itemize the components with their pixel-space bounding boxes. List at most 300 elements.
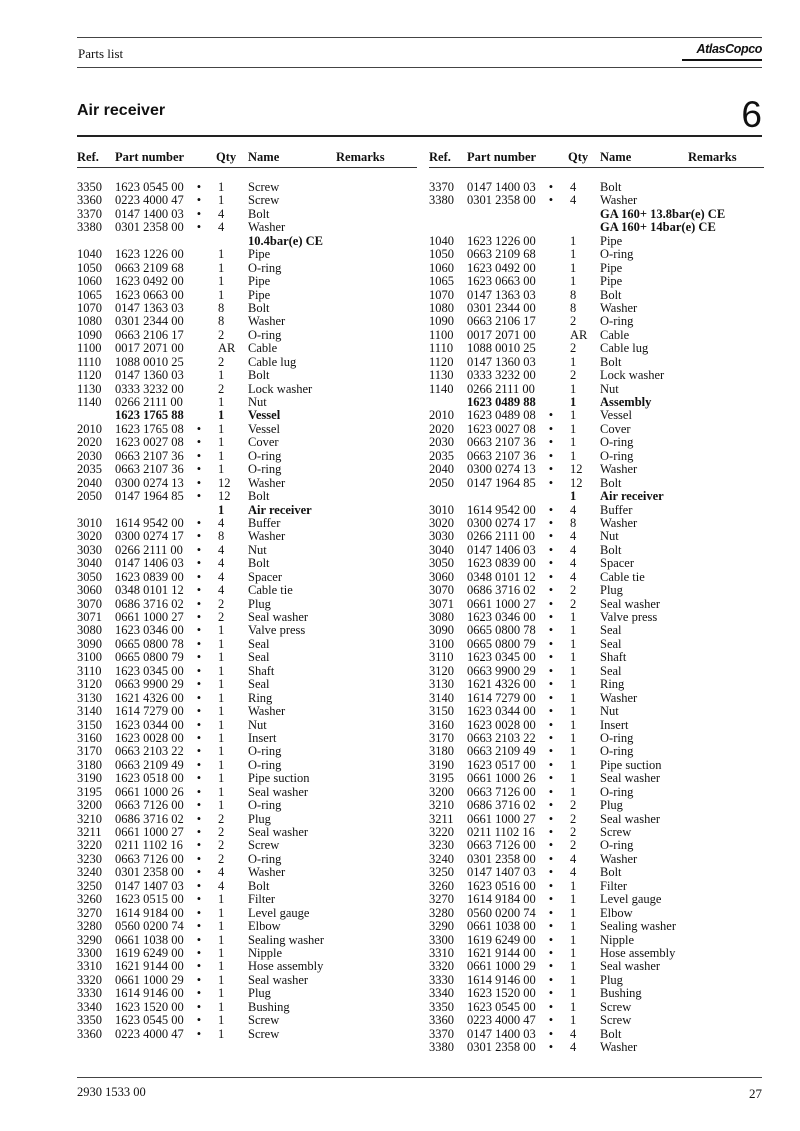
row-ref: 3170 — [429, 730, 454, 745]
row-ref: 1065 — [429, 274, 454, 289]
table-row — [429, 557, 764, 570]
table-row — [429, 275, 764, 288]
table-row — [77, 732, 417, 745]
row-name: Bolt — [600, 865, 622, 880]
row-name: Nut — [248, 717, 267, 732]
table-row — [77, 409, 417, 422]
row-name: 10.4bar(e) CE — [248, 233, 323, 248]
row-marker: • — [548, 1013, 554, 1028]
row-marker: • — [196, 435, 202, 450]
table-row — [429, 624, 764, 637]
parts-table-right — [429, 150, 764, 1054]
row-name: Plug — [600, 583, 623, 598]
table-row — [429, 289, 764, 302]
table-row — [77, 826, 417, 839]
row-ref: 3150 — [429, 704, 454, 719]
row-ref: 2010 — [429, 408, 454, 423]
table-row — [77, 544, 417, 557]
row-name: Screw — [248, 180, 280, 194]
row-qty: 4 — [570, 1040, 577, 1054]
row-ref: 3030 — [429, 529, 454, 544]
row-name: Plug — [248, 596, 271, 611]
row-part-number: 0661 1000 26 — [115, 784, 184, 799]
row-name: Washer — [600, 690, 638, 705]
row-marker: • — [196, 663, 202, 678]
row-ref: 3140 — [77, 704, 102, 719]
row-ref: 3170 — [77, 744, 102, 759]
row-marker: • — [196, 878, 202, 893]
table-row — [77, 289, 417, 302]
row-part-number: 0686 3716 02 — [467, 583, 536, 598]
row-ref: 3010 — [429, 502, 454, 517]
table-row — [429, 759, 764, 772]
row-name: Seal washer — [248, 784, 309, 799]
row-name: Plug — [600, 798, 623, 813]
row-name: Cable lug — [600, 341, 649, 356]
row-ref: 3240 — [77, 865, 102, 880]
table-row — [77, 1028, 417, 1041]
table-row — [429, 987, 764, 1000]
row-name: Level gauge — [600, 892, 662, 907]
table-row — [429, 208, 764, 221]
row-name: Vessel — [248, 408, 281, 423]
row-ref: 1090 — [429, 314, 454, 329]
row-qty: 4 — [570, 502, 577, 517]
row-part-number: 0663 2109 68 — [115, 260, 184, 275]
row-ref: 2020 — [77, 435, 102, 450]
row-qty: 2 — [570, 838, 577, 853]
row-qty: AR — [218, 341, 236, 356]
table-row — [429, 477, 764, 490]
table-row — [429, 571, 764, 584]
row-qty: 1 — [570, 381, 577, 396]
row-part-number: 0663 9900 29 — [115, 677, 184, 692]
row-marker: • — [548, 462, 554, 477]
row-name: Buffer — [600, 502, 633, 517]
row-name: Nut — [600, 381, 619, 396]
row-ref: 3040 — [77, 556, 102, 571]
row-ref: 1050 — [429, 247, 454, 262]
row-marker: • — [196, 421, 202, 436]
row-qty: 1 — [570, 704, 577, 719]
table-row — [77, 262, 417, 275]
row-name: Hose assembly — [248, 959, 324, 974]
row-qty: 1 — [218, 959, 225, 974]
row-qty: 1 — [218, 502, 225, 517]
col-header-ref: Ref. — [429, 150, 451, 164]
row-marker: • — [196, 757, 202, 772]
row-ref: 1050 — [77, 260, 102, 275]
row-marker: • — [548, 959, 554, 974]
table-row — [77, 369, 417, 382]
row-marker: • — [196, 462, 202, 477]
row-ref: 1070 — [429, 287, 454, 302]
row-name: Washer — [248, 314, 286, 329]
row-name: Bolt — [600, 354, 622, 369]
header-title: Parts list — [78, 46, 124, 61]
row-ref: 3090 — [429, 623, 454, 638]
row-part-number: 0663 2103 22 — [467, 730, 536, 745]
row-name: Elbow — [600, 905, 633, 920]
row-part-number: 0663 7126 00 — [467, 784, 536, 799]
row-part-number: 0663 2109 68 — [467, 247, 536, 262]
row-ref: 3350 — [429, 999, 454, 1014]
row-qty: 4 — [570, 851, 577, 866]
table-row — [77, 880, 417, 893]
table-row — [429, 651, 764, 664]
table-row — [77, 315, 417, 328]
row-name: Bolt — [600, 287, 622, 302]
row-marker: • — [548, 556, 554, 571]
table-row — [429, 692, 764, 705]
row-part-number: 0663 2107 36 — [115, 448, 184, 463]
row-part-number: 0147 1407 03 — [115, 878, 184, 893]
row-ref: 3030 — [77, 542, 102, 557]
table-row — [429, 530, 764, 543]
row-ref: 3220 — [429, 825, 454, 839]
table-row — [77, 987, 417, 1000]
table-row — [429, 907, 764, 920]
row-name: O-ring — [600, 448, 634, 463]
row-qty: 1 — [570, 274, 577, 289]
table-row — [429, 638, 764, 651]
row-name: Screw — [248, 1013, 280, 1028]
row-part-number: 1623 0345 00 — [115, 663, 184, 678]
row-marker: • — [548, 919, 554, 934]
row-qty: 1 — [570, 623, 577, 638]
table-row — [429, 423, 764, 436]
row-ref: 3020 — [77, 529, 102, 544]
row-qty: 2 — [570, 368, 577, 383]
row-part-number: 0147 1360 03 — [115, 368, 184, 383]
row-ref: 3290 — [429, 919, 454, 934]
row-name: Seal washer — [248, 825, 309, 839]
row-marker: • — [196, 717, 202, 732]
table-row — [77, 678, 417, 691]
table-row — [429, 194, 764, 207]
row-ref: 3330 — [429, 972, 454, 987]
row-part-number: 0663 7126 00 — [115, 798, 184, 813]
table-row — [429, 1014, 764, 1027]
row-marker: • — [196, 556, 202, 571]
row-part-number: 0663 2106 17 — [115, 327, 184, 342]
row-marker: • — [548, 636, 554, 651]
table-row — [77, 866, 417, 879]
row-name: Seal washer — [600, 811, 661, 826]
row-part-number: 1614 9146 00 — [115, 986, 184, 1001]
row-name: Screw — [600, 1013, 632, 1028]
row-name: Seal washer — [248, 972, 309, 987]
document-number: 2930 1533 00 — [77, 1085, 146, 1099]
row-qty: 1 — [218, 945, 225, 960]
row-ref: 3211 — [77, 825, 102, 839]
row-marker: • — [196, 596, 202, 611]
row-marker: • — [196, 851, 202, 866]
table-row — [429, 544, 764, 557]
row-part-number: 1623 0545 00 — [467, 999, 536, 1014]
row-qty: 2 — [218, 610, 225, 624]
row-qty: 2 — [570, 825, 577, 839]
row-qty: 1 — [570, 663, 577, 678]
table-row — [77, 450, 417, 463]
row-name: Bolt — [600, 180, 622, 194]
row-ref: 1060 — [77, 274, 102, 289]
row-ref: 3350 — [77, 1013, 102, 1028]
row-marker: • — [548, 542, 554, 557]
row-qty: 2 — [218, 327, 225, 342]
row-part-number: 0333 3232 00 — [115, 381, 184, 396]
row-marker: • — [196, 220, 202, 235]
row-qty: 12 — [570, 462, 583, 477]
row-part-number: 1623 0518 00 — [115, 771, 184, 786]
row-ref: 1090 — [77, 327, 102, 342]
row-marker: • — [548, 1026, 554, 1041]
row-qty: 1 — [218, 798, 225, 813]
row-name: Valve press — [600, 610, 658, 624]
row-part-number: 1614 7279 00 — [115, 704, 184, 719]
row-name: Washer — [600, 462, 638, 477]
row-marker: • — [548, 825, 554, 839]
row-marker: • — [548, 851, 554, 866]
row-ref: 3130 — [429, 677, 454, 692]
row-name: Sealing washer — [600, 919, 677, 934]
row-ref: 3071 — [429, 596, 454, 611]
row-marker: • — [196, 542, 202, 557]
row-name: Washer — [248, 865, 286, 880]
row-part-number: 0661 1038 00 — [115, 932, 184, 947]
row-part-number: 0211 1102 16 — [467, 825, 535, 839]
row-qty: 4 — [570, 1026, 577, 1041]
row-qty: 1 — [570, 959, 577, 974]
row-qty: 8 — [218, 529, 225, 544]
row-name: Valve press — [248, 623, 306, 638]
row-name: Cover — [600, 421, 631, 436]
row-ref: 2030 — [77, 448, 102, 463]
row-ref: 3290 — [77, 932, 102, 947]
table-row — [429, 853, 764, 866]
row-part-number: 0560 0200 74 — [115, 919, 184, 934]
row-qty: 1 — [218, 771, 225, 786]
row-name: O-ring — [248, 462, 282, 477]
row-name: O-ring — [600, 744, 634, 759]
row-qty: 1 — [218, 663, 225, 678]
row-ref: 1120 — [77, 368, 102, 383]
row-name: Bolt — [248, 878, 270, 893]
table-row — [77, 947, 417, 960]
row-marker: • — [196, 623, 202, 638]
row-qty: 1 — [570, 999, 577, 1014]
row-name: Washer — [248, 475, 286, 490]
row-name: Seal — [600, 623, 622, 638]
row-part-number: 0147 1400 03 — [467, 1026, 536, 1041]
row-ref: 3080 — [429, 610, 454, 624]
table-row — [77, 705, 417, 718]
row-ref: 1140 — [429, 381, 454, 396]
row-qty: 1 — [570, 395, 577, 409]
row-qty: 1 — [218, 435, 225, 450]
row-name: Buffer — [248, 515, 281, 530]
row-qty: 1 — [570, 650, 577, 665]
row-name: Seal — [248, 636, 270, 651]
row-ref: 3050 — [429, 556, 454, 571]
row-name: O-ring — [600, 838, 634, 853]
row-marker: • — [196, 959, 202, 974]
row-qty: 1 — [570, 757, 577, 772]
row-ref: 3220 — [77, 838, 102, 853]
row-ref: 3240 — [429, 851, 454, 866]
row-part-number: 0348 0101 12 — [467, 569, 536, 584]
row-marker: • — [548, 757, 554, 772]
table-row — [77, 423, 417, 436]
row-part-number: 0017 2071 00 — [115, 341, 184, 356]
row-name: Insert — [248, 730, 277, 745]
row-name: Ring — [600, 677, 625, 692]
row-marker: • — [196, 730, 202, 745]
row-marker: • — [196, 206, 202, 221]
row-name: Bolt — [248, 368, 270, 383]
row-name: Shaft — [600, 650, 627, 665]
row-part-number: 1623 0028 00 — [467, 717, 536, 732]
row-qty: 1 — [218, 636, 225, 651]
row-marker: • — [548, 475, 554, 490]
row-qty: 1 — [218, 919, 225, 934]
row-ref: 3370 — [429, 1026, 454, 1041]
row-ref: 3320 — [77, 972, 102, 987]
row-part-number: 1623 0345 00 — [467, 650, 536, 665]
row-ref: 1130 — [429, 368, 454, 383]
row-name: Bolt — [600, 1026, 622, 1041]
table-row — [429, 517, 764, 530]
row-name: Seal — [248, 677, 270, 692]
row-qty: 1 — [570, 233, 577, 248]
row-name: Plug — [248, 811, 271, 826]
row-marker: • — [196, 1013, 202, 1028]
row-part-number: 1623 1765 88 — [115, 408, 184, 423]
row-part-number: 0301 2358 00 — [115, 865, 184, 880]
row-marker: • — [196, 636, 202, 651]
row-qty: 4 — [570, 556, 577, 571]
row-qty: 2 — [218, 811, 225, 826]
row-ref: 1130 — [77, 381, 102, 396]
row-qty: 1 — [218, 932, 225, 947]
row-marker: • — [548, 811, 554, 826]
row-part-number: 0300 0274 17 — [467, 515, 536, 530]
row-ref: 3070 — [77, 596, 102, 611]
table-row — [429, 705, 764, 718]
row-marker: • — [548, 999, 554, 1014]
row-marker: • — [548, 623, 554, 638]
row-part-number: 0663 2103 22 — [115, 744, 184, 759]
row-name: Washer — [600, 515, 638, 530]
row-part-number: 0663 2107 36 — [467, 435, 536, 450]
table-row — [77, 275, 417, 288]
row-part-number: 0665 0800 78 — [467, 623, 536, 638]
row-name: Washer — [248, 529, 286, 544]
row-qty: 1 — [218, 448, 225, 463]
row-part-number: 0301 2358 00 — [467, 1040, 536, 1054]
table-row — [429, 826, 764, 839]
row-ref: 3110 — [77, 663, 102, 678]
row-ref: 3250 — [429, 865, 454, 880]
row-ref: 1040 — [429, 233, 454, 248]
row-name: Lock washer — [600, 368, 665, 383]
row-ref: 3320 — [429, 959, 454, 974]
row-marker: • — [196, 945, 202, 960]
row-name: Bushing — [248, 999, 290, 1014]
row-marker: • — [548, 986, 554, 1001]
table-row — [429, 504, 764, 517]
row-name: Washer — [248, 220, 286, 235]
row-part-number: 1621 9144 00 — [467, 945, 536, 960]
row-part-number: 0560 0200 74 — [467, 905, 536, 920]
row-name: O-ring — [600, 247, 634, 262]
row-part-number: 1614 9184 00 — [467, 892, 536, 907]
row-qty: 2 — [218, 838, 225, 853]
table-row — [429, 463, 764, 476]
row-part-number: 1621 9144 00 — [115, 959, 184, 974]
row-part-number: 1621 4326 00 — [115, 690, 184, 705]
table-row — [429, 329, 764, 342]
row-ref: 3330 — [77, 986, 102, 1001]
row-name: Seal washer — [248, 610, 309, 624]
table-row — [77, 571, 417, 584]
row-qty: 1 — [218, 892, 225, 907]
row-marker: • — [196, 515, 202, 530]
row-part-number: 0661 1038 00 — [467, 919, 536, 934]
row-marker: • — [548, 932, 554, 947]
row-part-number: 0665 0800 79 — [467, 636, 536, 651]
row-ref: 3200 — [429, 784, 454, 799]
row-name: Seal washer — [600, 959, 661, 974]
row-name: Screw — [248, 193, 280, 208]
row-part-number: 1623 0492 00 — [467, 260, 536, 275]
row-ref: 1080 — [77, 314, 102, 329]
table-row — [429, 719, 764, 732]
row-qty: 1 — [218, 784, 225, 799]
row-part-number: 1623 1520 00 — [467, 986, 536, 1001]
row-name: O-ring — [600, 784, 634, 799]
row-qty: 1 — [218, 704, 225, 719]
row-qty: 12 — [570, 475, 583, 490]
row-name: GA 160+ 13.8bar(e) CE — [600, 206, 726, 221]
row-qty: 2 — [570, 596, 577, 611]
row-marker: • — [548, 421, 554, 436]
row-part-number: 0301 2358 00 — [467, 193, 536, 208]
table-row — [77, 517, 417, 530]
row-qty: 2 — [570, 811, 577, 826]
row-name: Screw — [600, 825, 632, 839]
row-name: Elbow — [248, 919, 281, 934]
row-ref: 1100 — [429, 327, 454, 342]
table-row — [429, 974, 764, 987]
row-marker: • — [196, 838, 202, 853]
row-qty: 4 — [218, 206, 225, 221]
row-part-number: 1623 0489 08 — [467, 408, 536, 423]
row-name: Pipe — [248, 247, 271, 262]
row-part-number: 0301 2344 00 — [115, 314, 184, 329]
row-marker: • — [196, 811, 202, 826]
row-marker: • — [548, 892, 554, 907]
row-qty: 1 — [570, 260, 577, 275]
row-marker: • — [196, 905, 202, 920]
row-part-number: 1623 0489 88 — [467, 395, 536, 409]
row-name: Washer — [600, 193, 638, 208]
row-marker: • — [196, 529, 202, 544]
row-part-number: 1623 0545 00 — [115, 1013, 184, 1028]
row-ref: 1040 — [77, 247, 102, 262]
row-qty: 1 — [570, 489, 577, 504]
row-marker: • — [196, 932, 202, 947]
